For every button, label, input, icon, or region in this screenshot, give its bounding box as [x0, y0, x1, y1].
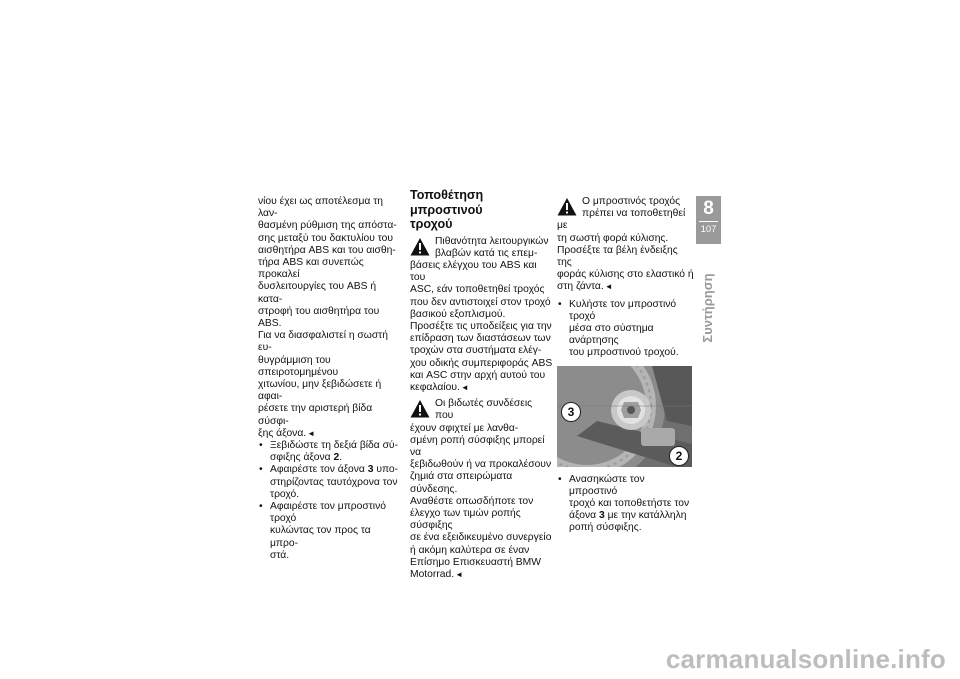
end-mark: ◄	[307, 428, 316, 438]
column-left	[258, 196, 401, 562]
column-right	[557, 196, 695, 535]
step-item: • Ανασηκώστε τον μπροστινό τροχό και τοποθετήστε τον άξονα 3 με την κατάλληλη ροπή σύσφιξης.	[557, 474, 695, 535]
intro-paragraph: νίου έχει ως αποτέλεσμα τη λαν- θασμένη ρύθμιση της απόστα- σης μεταξύ του δακτυλίου του αισθητήρα ABS και του αισθη- τήρα ABS και συνεπώς προκαλεί δυσλειτουργίες του ABS ή κατα- στροφή του αισθητήρα του ABS. Για να διασφαλιστεί η σωστή ευ- θυγράμμιση του σπειροτομημένου χιτωνίου, μην ξεβιδώσετε ή αφαι- ρέσετε την αριστερή βίδα σύσφι- ξης άξονα.◄	[258, 196, 397, 439]
warning-icon	[410, 399, 430, 418]
step-item: • Ξεβιδώστε τη δεξιά βίδα σύ- σφιξης άξονα 2.	[258, 440, 401, 464]
chapter-number: 8	[703, 198, 714, 219]
step-item: • Κυλήστε τον μπροστινό τροχό μέσα στο σύστημα ανάρτησης του μπροστινού τροχού.	[557, 299, 695, 360]
wheel-axle-photo	[557, 366, 692, 467]
step-item: • Αφαιρέστε τον άξονα 3 υπο- στηρίζοντας ταυτόχρονα τον τροχό.	[258, 464, 401, 501]
step-item: • Αφαιρέστε τον μπροστινό τροχό κυλώντας τον προς τα μπρο- στά.	[258, 501, 401, 562]
photo-callout-2: 2	[669, 446, 689, 466]
warning-icon	[557, 197, 577, 216]
warning-block: Ο μπροστινός τροχός πρέπει να τοποθετηθεί με τη σωστή φορά κύλισης. Προσέξτε τα βέλη ένδειξης της φοράς κύλισης στο ελαστικό ή στη ζάντα.◄	[557, 196, 694, 293]
page-number: 107	[700, 224, 717, 235]
end-mark: ◄	[455, 569, 463, 579]
section-heading: Τοποθέτηση μπροστινού τροχού	[410, 188, 484, 231]
column-middle	[410, 188, 553, 581]
tab-divider	[699, 221, 718, 222]
warning-block: Πιθανότητα λειτουργικών βλαβών κατά τις επεμ- βάσεις ελέγχου του ABS και του ASC, εάν τοποθετηθεί τροχός που δεν αντιστοιχεί στον τροχό βασικού εξοπλισμού. Προσέξτε τις υποδείξεις για την επίδραση των διαστάσεων των τροχών στα συστήματα ελέγ- χου οδικής συμπεριφοράς ABS και ASC στην αρχή αυτού του κεφαλαίου.◄	[410, 235, 553, 393]
section-title: Συντήρηση	[700, 273, 715, 343]
end-mark: ◄	[604, 282, 613, 292]
steps-list	[557, 299, 695, 360]
steps-list	[258, 440, 401, 562]
warning-icon	[410, 237, 430, 256]
end-mark: ◄	[460, 382, 469, 392]
photo-callout-3: 3	[561, 402, 581, 422]
steps-list	[557, 474, 695, 535]
chapter-tab	[696, 196, 721, 244]
watermark: carmanualsonline.info	[665, 644, 946, 674]
warning-block: Οι βιδωτές συνδέσεις που έχουν σφιχτεί με λανθα- σμένη ροπή σύσφιξης μπορεί να ξεβιδωθούν ή να προκαλέσουν ζημιά στα σπειρώματα σύνδεσης. Αναθέστε οπωσδήποτε τον έλεγχο των τιμών ροπής σύσφιξης σε ένα εξειδικευμένο συνεργείο ή ακόμη καλύτερα σε έναν Επίσημο Επισκευαστή BMW Motorrad.◄	[410, 398, 552, 580]
